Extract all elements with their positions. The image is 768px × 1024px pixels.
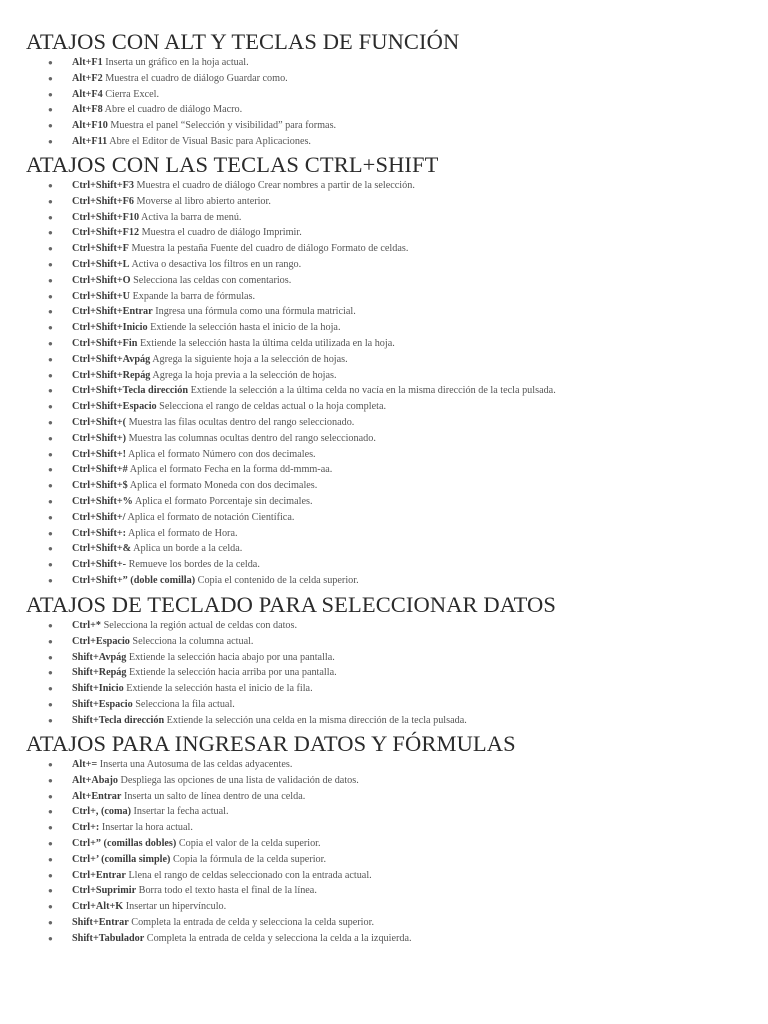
shortcut-key: Shift+Inicio xyxy=(72,683,124,695)
shortcut-key: Ctrl+Shift+- xyxy=(72,559,127,571)
shortcut-key: Ctrl+Espacio xyxy=(72,635,130,647)
section-title: ATAJOS CON ALT Y TECLAS DE FUNCIÓN xyxy=(26,29,460,54)
bullet-icon: ● xyxy=(48,699,53,709)
bullet-icon: ● xyxy=(48,560,53,570)
shortcut-key: Alt+= xyxy=(72,759,98,770)
list-item xyxy=(0,210,556,226)
shortcut-description: Inserta un gráfico en la hoja actual. xyxy=(102,57,249,68)
shortcut-key: Ctrl+Shift+L xyxy=(72,258,130,270)
shortcut-key: Alt+F11 xyxy=(72,135,108,147)
shortcut-description: Aplica un borde a la celda. xyxy=(131,543,243,555)
list-item xyxy=(0,650,556,666)
shortcut-key: Ctrl+Shift+O xyxy=(72,274,131,286)
list-item xyxy=(0,804,516,820)
list-item xyxy=(0,883,516,899)
shortcut-key: Alt+F1 xyxy=(72,57,103,68)
shortcut-key: Ctrl+Alt+K xyxy=(72,901,124,913)
shortcut-description: Copia el valor de la celda superior. xyxy=(176,837,321,849)
shortcut-list xyxy=(0,757,516,947)
shortcut-key: Ctrl+” (comillas dobles) xyxy=(72,837,177,849)
bullet-icon: ● xyxy=(48,544,53,554)
section-title: ATAJOS CON LAS TECLAS CTRL+SHIFT xyxy=(26,152,439,177)
bullet-icon: ● xyxy=(48,760,53,769)
bullet-icon: ● xyxy=(48,791,53,801)
list-item xyxy=(0,665,556,681)
bullet-icon: ● xyxy=(48,212,53,222)
list-item xyxy=(0,352,556,368)
list-item xyxy=(0,55,459,71)
bullet-icon: ● xyxy=(48,933,53,943)
bullet-icon: ● xyxy=(48,838,53,848)
list-item xyxy=(0,634,556,650)
list-item xyxy=(0,899,516,915)
list-item xyxy=(0,789,516,805)
shortcut-key: Alt+F8 xyxy=(72,104,103,116)
bullet-icon: ● xyxy=(48,465,53,475)
list-item xyxy=(0,134,459,150)
bullet-icon: ● xyxy=(48,259,53,269)
shortcut-description: Aplica el formato Porcentaje sin decimales. xyxy=(132,495,313,507)
shortcut-list xyxy=(0,178,556,589)
bullet-icon: ● xyxy=(48,244,53,254)
bullet-icon: ● xyxy=(48,684,53,694)
shortcut-key: Shift+Avpág xyxy=(72,651,127,663)
list-item xyxy=(0,447,556,463)
shortcut-description: Completa la entrada de celda y selecciona la celda superior. xyxy=(128,916,374,928)
shortcut-description: Activa o desactiva los filtros en un rango. xyxy=(129,258,302,270)
shortcut-description: Despliega las opciones de una lista de validación de datos. xyxy=(118,774,359,786)
bullet-icon: ● xyxy=(48,433,53,443)
shortcut-description: Extiende la selección hacia arriba por una pantalla. xyxy=(126,667,337,679)
shortcut-description: Muestra las filas ocultas dentro del rango seleccionado. xyxy=(126,416,355,428)
shortcut-key: Ctrl+Shift+F xyxy=(72,243,129,255)
list-item xyxy=(0,510,556,526)
bullet-icon: ● xyxy=(48,181,53,190)
bullet-icon: ● xyxy=(48,528,53,538)
shortcut-key: Ctrl+Shift+F3 xyxy=(72,180,134,191)
list-item xyxy=(0,399,556,415)
list-item xyxy=(0,368,556,384)
shortcut-description: Muestra el cuadro de diálogo Imprimir. xyxy=(139,227,302,239)
shortcut-key: Ctrl+, (coma) xyxy=(72,806,131,818)
shortcut-description: Abre el cuadro de diálogo Macro. xyxy=(102,104,243,116)
shortcut-key: Ctrl+Shift+Avpág xyxy=(72,353,151,365)
list-item xyxy=(0,241,556,257)
shortcut-description: Extiende la selección hasta la última celda utilizada en la hoja. xyxy=(137,337,395,349)
shortcut-description: Inserta un salto de línea dentro de una celda. xyxy=(121,790,306,802)
shortcut-key: Ctrl+Shift+F6 xyxy=(72,195,134,207)
bullet-icon: ● xyxy=(48,228,53,238)
shortcut-description: Agrega la siguiente hoja a la selección de hojas. xyxy=(150,353,348,365)
shortcut-description: Aplica el formato Número con dos decimales. xyxy=(126,448,316,460)
bullet-icon: ● xyxy=(48,370,53,380)
section-ctrl-shift xyxy=(0,152,556,589)
shortcut-key: Ctrl+Shift+( xyxy=(72,416,127,428)
list-item xyxy=(0,87,459,103)
shortcut-key: Shift+Tabulador xyxy=(72,932,145,944)
shortcut-description: Aplica el formato Moneda con dos decimales. xyxy=(127,480,318,492)
list-item xyxy=(0,462,556,478)
bullet-icon: ● xyxy=(48,775,53,785)
section-alt-function-keys xyxy=(0,29,459,150)
shortcut-description: Selecciona las celdas con comentarios. xyxy=(130,274,292,286)
bullet-icon: ● xyxy=(48,338,53,348)
shortcut-description: Insertar la hora actual. xyxy=(99,822,193,834)
shortcut-key: Shift+Tecla dirección xyxy=(72,714,165,726)
shortcut-description: Insertar la fecha actual. xyxy=(130,806,229,818)
shortcut-description: Inserta una Autosuma de las celdas adyacentes. xyxy=(97,759,293,770)
bullet-icon: ● xyxy=(48,275,53,285)
list-item xyxy=(0,757,516,773)
bullet-icon: ● xyxy=(48,652,53,662)
shortcut-description: Aplica el formato Fecha en la forma dd-mmm-aa. xyxy=(127,464,333,476)
shortcut-description: Expande la barra de fórmulas. xyxy=(130,290,256,302)
shortcut-description: Extiende la selección hasta el inicio de la hoja. xyxy=(147,322,341,334)
list-item xyxy=(0,383,556,399)
shortcut-key: Ctrl+Shift+$ xyxy=(72,480,128,492)
shortcut-description: Muestra el panel “Selección y visibilidad” para formas. xyxy=(107,120,337,132)
section-select-data xyxy=(0,592,556,729)
shortcut-key: Shift+Repág xyxy=(72,667,127,679)
bullet-icon: ● xyxy=(48,386,53,396)
list-item xyxy=(0,336,556,352)
shortcut-key: Shift+Espacio xyxy=(72,698,133,710)
bullet-icon: ● xyxy=(48,870,53,880)
shortcut-key: Ctrl+Shift+/ xyxy=(72,511,126,523)
bullet-icon: ● xyxy=(48,417,53,427)
shortcut-description: Extiende la selección hacia abajo por una pantalla. xyxy=(126,651,335,663)
shortcut-key: Ctrl+Suprimir xyxy=(72,885,137,897)
shortcut-key: Alt+Entrar xyxy=(72,790,122,802)
shortcut-description: Activa la barra de menú. xyxy=(139,211,242,223)
shortcut-key: Shift+Entrar xyxy=(72,916,129,928)
shortcut-description: Extiende la selección una celda en la misma dirección de la tecla pulsada. xyxy=(164,714,467,726)
shortcut-description: Muestra el cuadro de diálogo Crear nombres a partir de la selección. xyxy=(133,180,415,191)
bullet-icon: ● xyxy=(48,354,53,364)
shortcut-key: Ctrl+Shift+% xyxy=(72,495,133,507)
list-item xyxy=(0,71,459,87)
bullet-icon: ● xyxy=(48,668,53,678)
shortcut-description: Abre el Editor de Visual Basic para Aplicaciones. xyxy=(107,135,311,147)
bullet-icon: ● xyxy=(48,323,53,333)
shortcut-key: Ctrl+: xyxy=(72,822,100,834)
shortcut-description: Agrega la hoja previa a la selección de hojas. xyxy=(150,369,337,381)
list-item xyxy=(0,178,556,194)
shortcut-description: Muestra las columnas ocultas dentro del rango seleccionado. xyxy=(126,432,376,444)
list-item xyxy=(0,573,556,589)
shortcut-key: Ctrl+Shift+# xyxy=(72,464,128,476)
shortcut-key: Ctrl+Shift+Espacio xyxy=(72,401,157,413)
bullet-icon: ● xyxy=(48,621,53,630)
bullet-icon: ● xyxy=(48,121,53,131)
list-item xyxy=(0,304,556,320)
shortcut-description: Muestra el cuadro de diálogo Guardar como. xyxy=(102,72,288,84)
bullet-icon: ● xyxy=(48,854,53,864)
shortcut-key: Alt+Abajo xyxy=(72,774,118,786)
list-item xyxy=(0,681,556,697)
list-item xyxy=(0,225,556,241)
list-item xyxy=(0,289,556,305)
shortcut-description: Llena el rango de celdas seleccionado con la entrada actual. xyxy=(125,869,372,881)
bullet-icon: ● xyxy=(48,58,53,67)
shortcut-key: Ctrl+Entrar xyxy=(72,869,126,881)
shortcut-list xyxy=(0,618,556,729)
section-enter-data-formulas xyxy=(0,731,516,947)
shortcut-key: Ctrl+* xyxy=(72,620,102,631)
shortcut-key: Ctrl+Shift+Tecla dirección xyxy=(72,385,189,397)
list-item xyxy=(0,494,556,510)
shortcut-key: Ctrl+Shift+Inicio xyxy=(72,322,148,334)
section-title: ATAJOS DE TECLADO PARA SELECCIONAR DATOS xyxy=(26,592,556,617)
list-item xyxy=(0,820,516,836)
bullet-icon: ● xyxy=(48,196,53,206)
bullet-icon: ● xyxy=(48,715,53,725)
shortcut-description: Remueve los bordes de la celda. xyxy=(126,559,260,571)
shortcut-key: Alt+F2 xyxy=(72,72,103,84)
bullet-icon: ● xyxy=(48,902,53,912)
list-item xyxy=(0,773,516,789)
list-item xyxy=(0,478,556,494)
shortcut-key: Ctrl+’ (comilla simple) xyxy=(72,853,171,865)
shortcut-description: Aplica el formato de notación Científica. xyxy=(125,511,295,523)
bullet-icon: ● xyxy=(48,402,53,412)
shortcut-key: Ctrl+Shift+” (doble comilla) xyxy=(72,574,196,586)
shortcut-description: Copia el contenido de la celda superior. xyxy=(195,574,359,586)
shortcut-description: Selecciona el rango de celdas actual o la hoja completa. xyxy=(156,401,387,413)
shortcut-description: Selecciona la región actual de celdas con datos. xyxy=(101,620,298,631)
bullet-icon: ● xyxy=(48,89,53,99)
list-item xyxy=(0,852,516,868)
shortcut-description: Extiende la selección hasta el inicio de la fila. xyxy=(123,683,313,695)
shortcut-key: Ctrl+Shift+Entrar xyxy=(72,306,153,318)
list-item xyxy=(0,618,556,634)
shortcut-description: Extiende la selección a la última celda no vacía en la misma dirección de la tecla pulsada. xyxy=(188,385,556,397)
shortcut-description: Muestra la pestaña Fuente del cuadro de diálogo Formato de celdas. xyxy=(128,243,409,255)
list-item xyxy=(0,557,556,573)
list-item xyxy=(0,320,556,336)
bullet-icon: ● xyxy=(48,575,53,585)
shortcut-key: Ctrl+Shift+Repág xyxy=(72,369,151,381)
list-item xyxy=(0,194,556,210)
list-item xyxy=(0,257,556,273)
list-item xyxy=(0,102,459,118)
bullet-icon: ● xyxy=(48,886,53,896)
shortcut-key: Alt+F4 xyxy=(72,88,103,100)
bullet-icon: ● xyxy=(48,512,53,522)
section-title: ATAJOS PARA INGRESAR DATOS Y FÓRMULAS xyxy=(26,731,516,756)
list-item xyxy=(0,526,556,542)
shortcut-key: Alt+F10 xyxy=(72,120,108,132)
shortcut-description: Borra todo el texto hasta el final de la línea. xyxy=(136,885,317,897)
shortcut-key: Ctrl+Shift+& xyxy=(72,543,132,555)
list-item xyxy=(0,118,459,134)
bullet-icon: ● xyxy=(48,496,53,506)
list-item xyxy=(0,415,556,431)
shortcut-description: Copia la fórmula de la celda superior. xyxy=(170,853,327,865)
shortcut-description: Selecciona la columna actual. xyxy=(129,635,254,647)
shortcut-key: Ctrl+Shift+! xyxy=(72,448,127,460)
bullet-icon: ● xyxy=(48,823,53,833)
list-item xyxy=(0,273,556,289)
list-item xyxy=(0,915,516,931)
shortcut-description: Insertar un hipervínculo. xyxy=(123,901,227,913)
list-item xyxy=(0,836,516,852)
shortcut-description: Cierra Excel. xyxy=(102,88,159,100)
shortcut-description: Ingresa una fórmula como una fórmula matricial. xyxy=(152,306,356,318)
shortcut-description: Selecciona la fila actual. xyxy=(132,698,235,710)
list-item xyxy=(0,713,556,729)
bullet-icon: ● xyxy=(48,481,53,491)
shortcut-list xyxy=(0,55,459,150)
shortcut-key: Ctrl+Shift+F12 xyxy=(72,227,140,239)
list-item xyxy=(0,697,556,713)
bullet-icon: ● xyxy=(48,105,53,115)
shortcut-description: Moverse al libro abierto anterior. xyxy=(133,195,271,207)
bullet-icon: ● xyxy=(48,291,53,301)
shortcut-description: Completa la entrada de celda y selecciona la celda a la izquierda. xyxy=(144,932,412,944)
bullet-icon: ● xyxy=(48,917,53,927)
list-item xyxy=(0,931,516,947)
list-item xyxy=(0,431,556,447)
shortcut-key: Ctrl+Shift+: xyxy=(72,527,127,539)
bullet-icon: ● xyxy=(48,73,53,83)
shortcut-description: Aplica el formato de Hora. xyxy=(126,527,238,539)
shortcut-key: Ctrl+Shift+F10 xyxy=(72,211,140,223)
bullet-icon: ● xyxy=(48,136,53,146)
bullet-icon: ● xyxy=(48,449,53,459)
shortcut-key: Ctrl+Shift+U xyxy=(72,290,131,302)
shortcut-key: Ctrl+Shift+Fin xyxy=(72,337,138,349)
list-item xyxy=(0,868,516,884)
list-item xyxy=(0,541,556,557)
bullet-icon: ● xyxy=(48,307,53,317)
bullet-icon: ● xyxy=(48,807,53,817)
shortcut-key: Ctrl+Shift+) xyxy=(72,432,127,444)
bullet-icon: ● xyxy=(48,636,53,646)
